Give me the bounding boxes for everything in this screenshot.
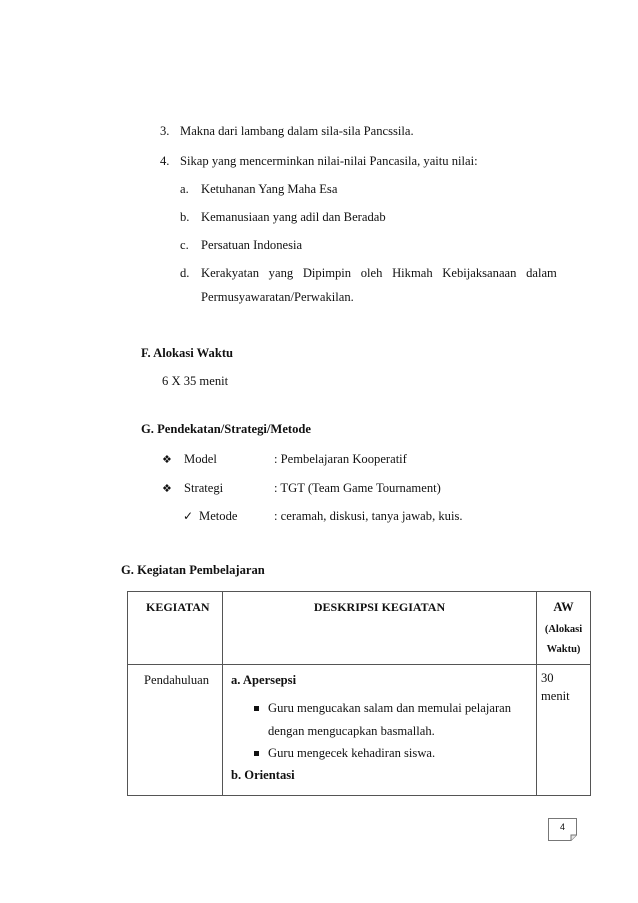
- sub-item-d: Kerakyatan yang Dipimpin oleh Hikmah Kebijaksanaan dalam: [201, 266, 557, 280]
- bullet-salam-text: Guru mengucakan salam dan memulai pelajaran: [268, 701, 512, 715]
- square-bullet-icon: [254, 751, 259, 756]
- cell-aw: [537, 665, 591, 796]
- alokasi-waktu-value: 6 X 35 menit: [162, 374, 229, 388]
- diamond-bullet-icon: ❖: [162, 482, 172, 495]
- diamond-bullet-icon: ❖: [162, 453, 172, 466]
- header-aw-sub2: Waktu): [546, 644, 581, 655]
- sub-letter-a: a.: [180, 182, 189, 196]
- row-value-model: : Pembelajaran Kooperatif: [274, 452, 407, 466]
- header-deskripsi: [223, 592, 537, 665]
- orientasi-heading: b. Orientasi: [231, 768, 295, 782]
- row-label-metode: Metode: [199, 509, 238, 523]
- square-bullet-icon: [254, 706, 259, 711]
- table-header-row: [128, 592, 591, 665]
- bullet-salam: [223, 688, 536, 716]
- list-number-3: 3.: [160, 124, 170, 138]
- kegiatan-table: [127, 591, 591, 796]
- cell-deskripsi: [223, 665, 537, 796]
- header-kegiatan-label: KEGIATAN: [146, 600, 210, 614]
- sub-item-a: Ketuhanan Yang Maha Esa: [201, 182, 338, 196]
- header-kegiatan: [128, 592, 223, 665]
- row-value-metode: : ceramah, diskusi, tanya jawab, kuis.: [274, 509, 463, 523]
- sub-item-c: Persatuan Indonesia: [201, 238, 303, 252]
- header-deskripsi-label: DESKRIPSI KEGIATAN: [313, 600, 446, 614]
- list-item-3: Makna dari lambang dalam sila-sila Pancssila.: [180, 124, 414, 138]
- bullet-kehadiran-text: Guru mengecek kehadiran siswa.: [268, 746, 436, 760]
- table-row: [128, 665, 591, 796]
- row-label-model: Model: [184, 452, 217, 466]
- checkmark-icon: ✓: [183, 509, 194, 523]
- kegiatan-pendahuluan: Pendahuluan: [144, 673, 210, 687]
- sub-item-d-continued: Permusyawaratan/Perwakilan.: [201, 290, 354, 304]
- row-value-strategi: : TGT (Team Game Tournament): [274, 481, 441, 495]
- list-number-4: 4.: [160, 154, 170, 168]
- aw-value: 30: [541, 671, 554, 685]
- header-aw-label: AW: [553, 600, 574, 614]
- header-aw: [537, 592, 591, 665]
- list-item-4: Sikap yang mencerminkan nilai-nilai Pancasila, yaitu nilai:: [180, 154, 478, 168]
- bullet-kehadiran: [223, 739, 536, 761]
- header-aw-sub1: (Alokasi: [544, 624, 583, 635]
- kegiatan-pembelajaran-heading: G. Kegiatan Pembelajaran: [121, 563, 265, 577]
- page-number-box: [548, 818, 577, 841]
- row-label-strategi: Strategi: [184, 481, 224, 495]
- page-number: 4: [560, 822, 566, 832]
- cell-kegiatan: [128, 665, 223, 796]
- aw-unit: menit: [541, 689, 570, 703]
- section-g-heading: G. Pendekatan/Strategi/Metode: [141, 422, 311, 436]
- sub-letter-d: d.: [180, 266, 190, 280]
- sub-letter-c: c.: [180, 238, 189, 252]
- bullet-salam-continued: dengan mengucapkan basmallah.: [268, 724, 435, 738]
- section-f-heading: F. Alokasi Waktu: [141, 346, 234, 360]
- sub-letter-b: b.: [180, 210, 190, 224]
- apersepsi-heading: a. Apersepsi: [231, 673, 297, 687]
- sub-item-b: Kemanusiaan yang adil dan Beradab: [201, 210, 386, 224]
